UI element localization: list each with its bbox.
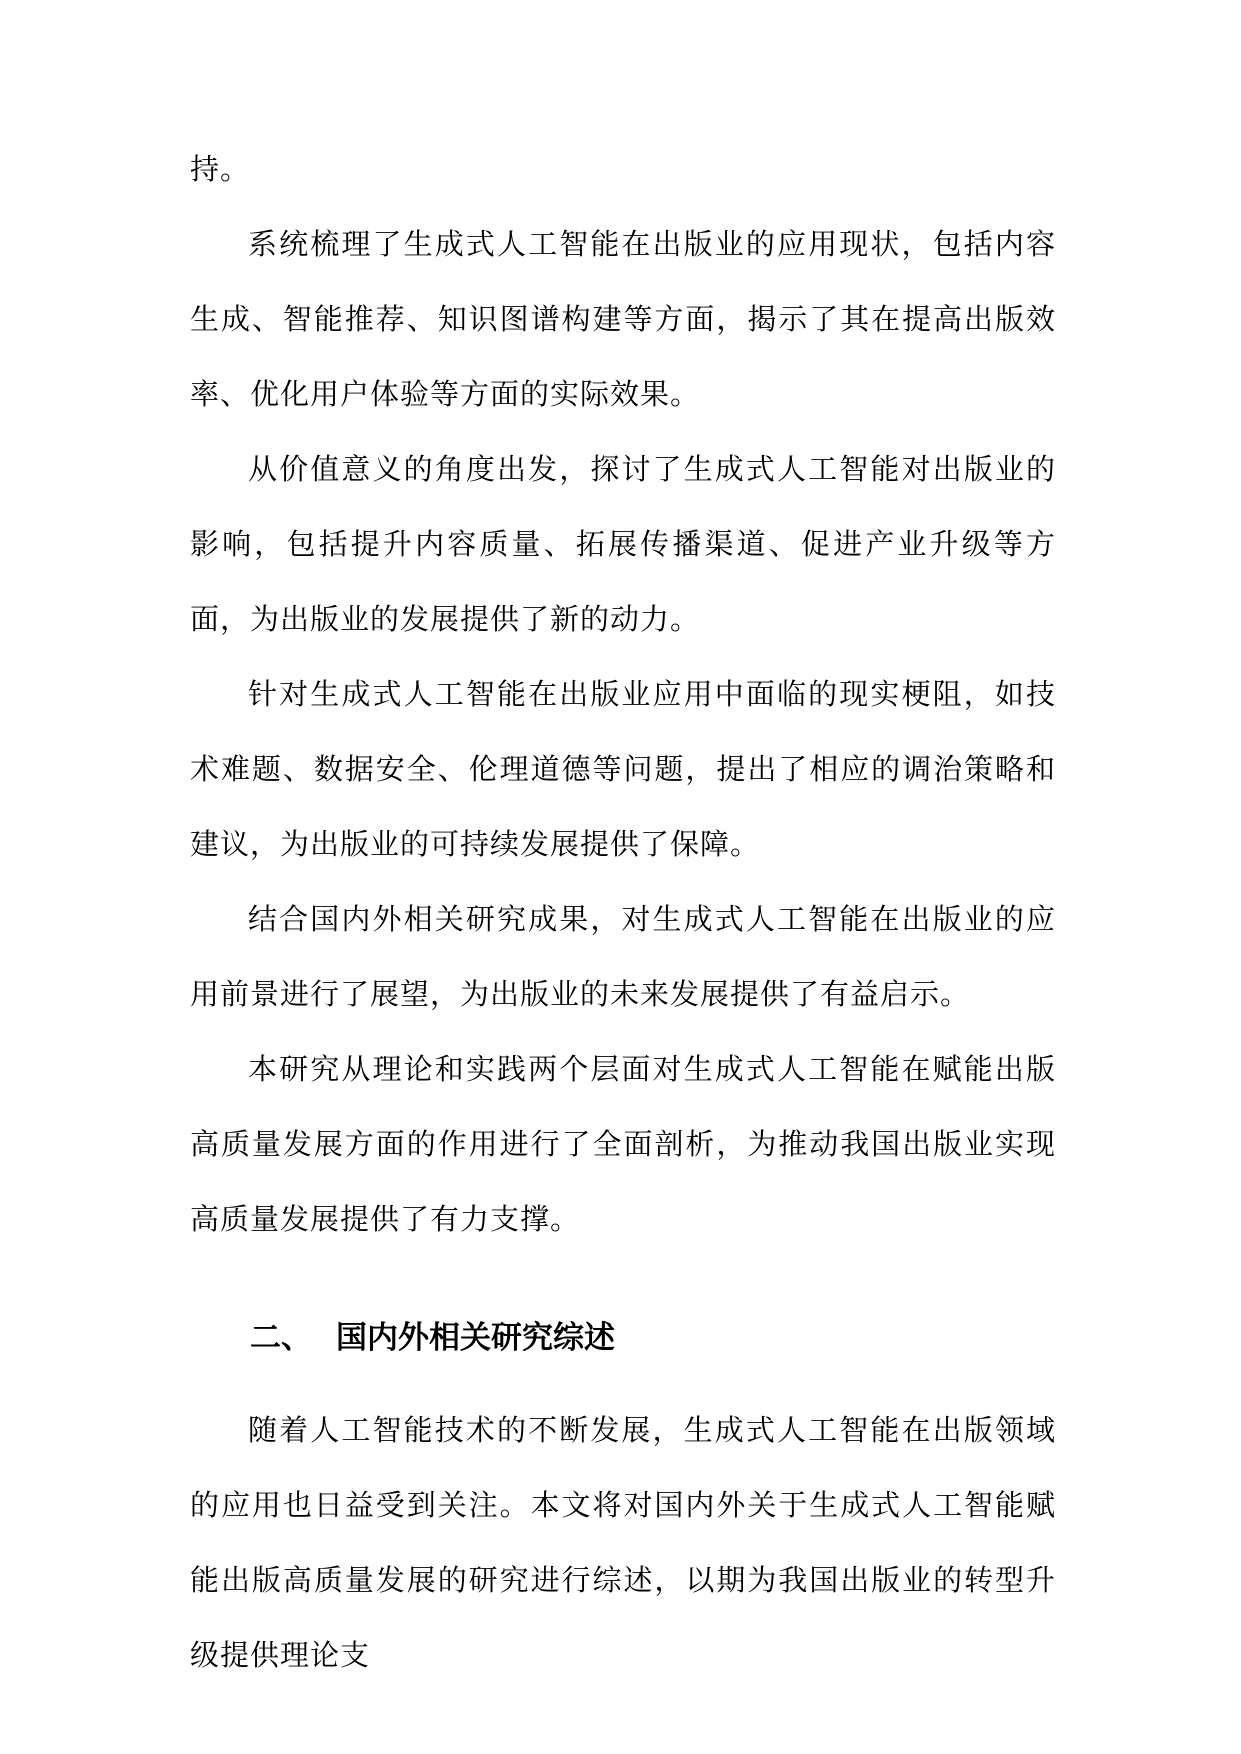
paragraph-summary: 本研究从理论和实践两个层面对生成式人工智能在赋能出版高质量发展方面的作用进行了全面剖析，为推动我国出版业实现高质量发展提供了有力支撑。 [190, 1052, 1056, 1236]
paragraph-application-status: 系统梳理了生成式人工智能在出版业的应用现状，包括内容生成、智能推荐、知识图谱构建等方面，揭示了其在提高出版效率、优化用户体验等方面的实际效果。 [190, 227, 1056, 411]
paragraph-obstacles-strategies: 针对生成式人工智能在出版业应用中面临的现实梗阻，如技术难题、数据安全、伦理道德等问题，提出了相应的调治策略和建议，为出版业的可持续发展提供了保障。 [190, 677, 1056, 861]
paragraph-review-intro: 随着人工智能技术的不断发展，生成式人工智能在出版领域的应用也日益受到关注。本文将对国内外关于生成式人工智能赋能出版高质量发展的研究进行综述，以期为我国出版业的转型升级提供理论支 [190, 1413, 1056, 1672]
paragraph-value-significance: 从价值意义的角度出发，探讨了生成式人工智能对出版业的影响，包括提升内容质量、拓展传播渠道、促进产业升级等方面，为出版业的发展提供了新的动力。 [190, 452, 1056, 636]
body-text-top [190, 132, 1056, 1257]
body-text-bottom [190, 1393, 1056, 1693]
paragraph-prospects: 结合国内外相关研究成果，对生成式人工智能在出版业的应用前景进行了展望，为出版业的未来发展提供了有益启示。 [190, 902, 1056, 1011]
section-heading [250, 1312, 615, 1357]
section-title: 国内外相关研究综述 [336, 1320, 615, 1356]
paragraph-continuation: 持。 [190, 152, 251, 186]
section-number: 二、 [250, 1320, 312, 1356]
